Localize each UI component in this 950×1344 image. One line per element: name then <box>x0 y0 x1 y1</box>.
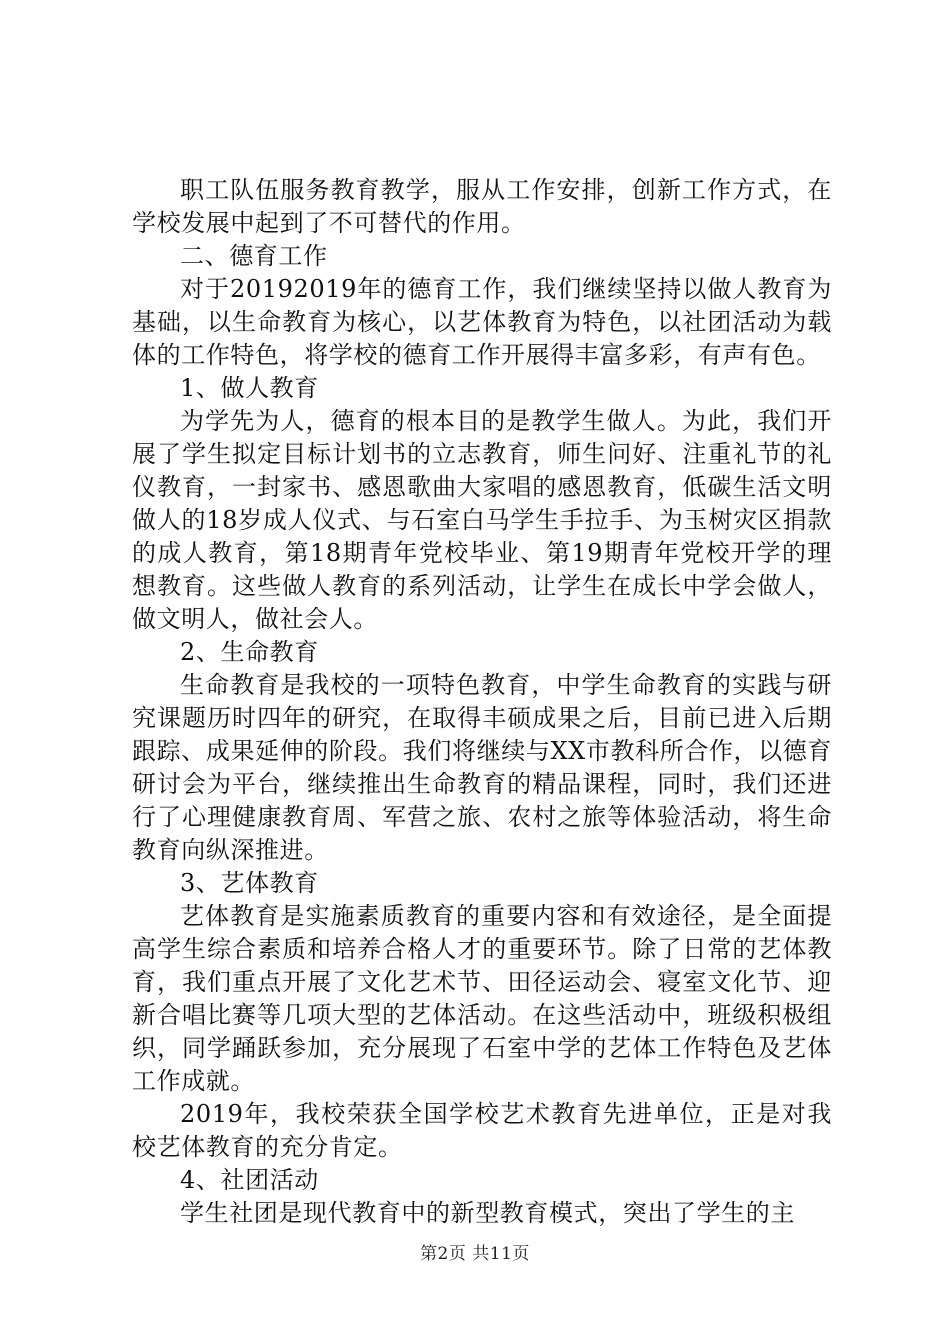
paragraph-moral-education-intro: 对于20192019年的德育工作，我们继续坚持以做人教育为基础，以生命教育为核心，以艺体教育为特色，以社团活动为载体的工作特色，将学校的德育工作开展得丰富多彩，有声有色。 <box>132 275 832 369</box>
subheading-arts-sports-education: 3、艺体教育 <box>180 869 319 897</box>
page-number-footer: 第2页 共11页 <box>420 1244 530 1264</box>
paragraph-club-activities: 学生社团是现代教育中的新型教育模式，突出了学生的主 <box>180 1199 795 1227</box>
paragraph-character-education: 为学先为人，德育的根本目的是教学生做人。为此，我们开展了学生拟定目标计划书的立志教育，师生问好、注重礼节的礼仪教育，一封家书、感恩歌曲大家唱的感恩教育，低碳生活文明做人的18岁成人仪式、与石室白马学生手拉手、为玉树灾区捐款的成人教育，第18期青年党校毕业、第19期青年党校开学的理想教育。这些做人教育的系列活动，让学生在成长中学会做人，做文明人，做社会人。 <box>132 407 832 633</box>
paragraph-staff: 职工队伍服务教育教学，服从工作安排，创新工作方式，在学校发展中起到了不可替代的作用。 <box>132 176 832 237</box>
paragraph-life-education: 生命教育是我校的一项特色教育，中学生命教育的实践与研究课题历时四年的研究，在取得丰硕成果之后，目前已进入后期跟踪、成果延伸的阶段。我们将继续与XX市教科所合作，以德育研讨会为平台，继续推出生命教育的精品课程，同时，我们还进行了心理健康教育周、军营之旅、农村之旅等体验活动，将生命教育向纵深推进。 <box>132 671 832 864</box>
subheading-character-education: 1、做人教育 <box>180 374 319 402</box>
subheading-club-activities: 4、社团活动 <box>180 1166 319 1194</box>
paragraph-arts-sports-education: 艺体教育是实施素质教育的重要内容和有效途径，是全面提高学生综合素质和培养合格人才的重要环节。除了日常的艺体教育，我们重点开展了文化艺术节、田径运动会、寝室文化节、迎新合唱比赛等几项大型的艺体活动。在这些活动中，班级积极组织，同学踊跃参加，充分展现了石室中学的艺体工作特色及艺体工作成就。 <box>132 902 832 1095</box>
document-body <box>132 174 832 1230</box>
subheading-life-education: 2、生命教育 <box>180 638 319 666</box>
paragraph-arts-award: 2019年，我校荣获全国学校艺术教育先进单位，正是对我校艺体教育的充分肯定。 <box>132 1100 832 1161</box>
section-heading-moral-education: 二、德育工作 <box>180 242 328 270</box>
